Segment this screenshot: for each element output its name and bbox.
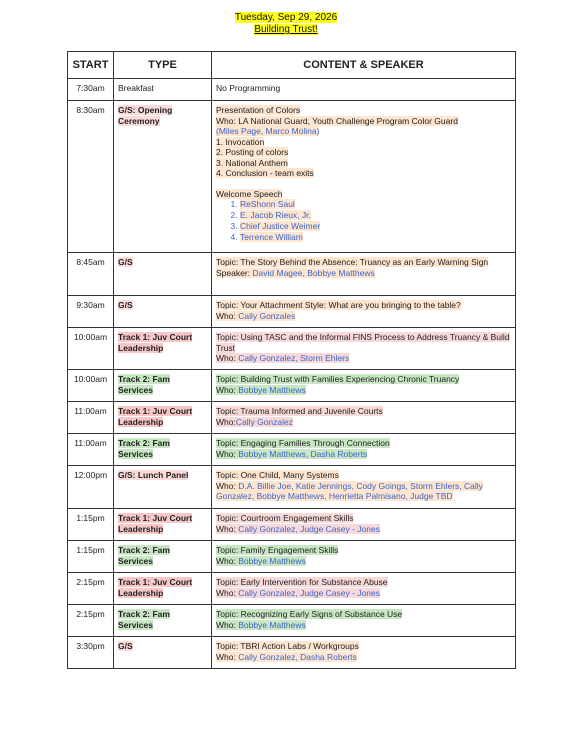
table-header-row: [68, 52, 516, 79]
who-label: Speaker:: [216, 267, 253, 278]
session-type: [114, 434, 212, 466]
session-type-label: G/S: Opening Ceremony: [118, 105, 173, 126]
table-row: [68, 328, 516, 370]
session-type-label: Track 1: Juv Court Leadership: [118, 332, 193, 353]
session-speakers: Cally Gonzalez, Judge Casey - Jones: [238, 587, 380, 598]
ceremony-step: 1. Invocation: [216, 136, 265, 147]
session-type-label: Track 1: Juv Court Leadership: [118, 577, 193, 598]
session-speakers: Cally Gonzalez, Storm Ehlers: [238, 353, 350, 363]
session-topic: Topic: Recognizing Early Signs of Substance Use: [216, 609, 403, 619]
table-row: [68, 509, 516, 541]
session-type: [114, 296, 212, 328]
event-date: Tuesday, Sep 29, 2026: [234, 12, 338, 23]
session-type-label: G/S: Lunch Panel: [118, 470, 189, 480]
ceremony-step: 4. Conclusion - team exits: [216, 168, 314, 178]
session-topic: Topic: The Story Behind the Absence: Truancy as an Early Warning Sign: [216, 257, 489, 267]
session-type-label: G/S: [118, 300, 133, 310]
start-time: 3:30pm: [68, 637, 114, 669]
start-time: 8:45am: [68, 253, 114, 296]
start-time: 10:00am: [68, 370, 114, 402]
session-speakers: Bobbye Matthews, Dasha Roberts: [238, 448, 368, 459]
session-type-label: Track 1: Juv Court Leadership: [118, 406, 193, 427]
table-row: [68, 79, 516, 101]
session-speakers: Cally Gonzalez: [235, 416, 294, 427]
session-type: Breakfast: [114, 79, 212, 101]
presentation-who: Who: LA National Guard, Youth Challenge Program Color Guard: [216, 115, 458, 126]
session-type-label: Track 2: Fam Services: [118, 609, 170, 630]
list-item: [240, 210, 511, 221]
start-time: 2:15pm: [68, 605, 114, 637]
welcome-speaker-list: [216, 199, 511, 243]
event-subtitle: Building Trust!: [254, 24, 318, 35]
who-label: Who:: [216, 651, 239, 662]
session-speakers: Bobbye Matthews: [238, 619, 306, 630]
who-label: Who:: [216, 587, 239, 598]
table-row: [68, 296, 516, 328]
session-type: [114, 509, 212, 541]
list-item: [240, 232, 511, 243]
who-label: Who:: [216, 555, 239, 566]
welcome-title: Welcome Speech: [216, 188, 283, 199]
welcome-speaker: Terrence William: [240, 232, 303, 242]
session-type: [114, 328, 212, 370]
column-header-content: CONTENT & SPEAKER: [212, 52, 516, 79]
session-content: [212, 370, 516, 402]
session-content: No Programming: [212, 79, 516, 101]
start-time: 7:30am: [68, 79, 114, 101]
session-type-label: G/S: [118, 641, 133, 651]
start-time: 10:00am: [68, 328, 114, 370]
who-label: Who:: [216, 310, 239, 321]
list-item: [240, 199, 511, 210]
session-type: [114, 370, 212, 402]
ceremony-step: 2. Posting of colors: [216, 147, 289, 157]
who-label: Who:: [216, 416, 236, 427]
session-content: [212, 637, 516, 669]
who-label: Who:: [216, 448, 239, 459]
who-label: Who:: [216, 523, 239, 534]
session-topic: Topic: Courtroom Engagement Skills: [216, 513, 354, 523]
session-topic: Topic: Building Trust with Families Experiencing Chronic Truancy: [216, 374, 460, 384]
session-type: [114, 253, 212, 296]
session-topic: Topic: Trauma Informed and Juvenile Courts: [216, 406, 383, 416]
column-header-type: TYPE: [114, 52, 212, 79]
session-speakers: Cally Gonzalez, Judge Casey - Jones: [238, 523, 380, 534]
session-type: [114, 466, 212, 509]
table-row: [68, 402, 516, 434]
session-speakers: Bobbye Matthews: [238, 384, 306, 395]
who-label: Who:: [216, 619, 239, 630]
session-type: [114, 101, 212, 253]
session-type: [114, 573, 212, 605]
session-topic: Topic: One Child, Many Systems: [216, 470, 339, 480]
table-row: [68, 573, 516, 605]
session-type: [114, 402, 212, 434]
start-time: 11:00am: [68, 402, 114, 434]
session-content: [212, 573, 516, 605]
session-topic: Topic: Engaging Families Through Connection: [216, 438, 390, 448]
column-header-start: START: [68, 52, 114, 79]
start-time: 8:30am: [68, 101, 114, 253]
session-speakers: Cally Gonzales: [238, 310, 296, 321]
start-time: 1:15pm: [68, 541, 114, 573]
session-content: [212, 296, 516, 328]
who-label: Who:: [216, 480, 239, 491]
table-row: [68, 434, 516, 466]
session-type-label: Track 1: Juv Court Leadership: [118, 513, 193, 534]
ceremony-step: 3. National Anthem: [216, 157, 288, 168]
start-time: 1:15pm: [68, 509, 114, 541]
session-content: [212, 541, 516, 573]
presentation-names: (Miles Page, Marco Molina): [216, 126, 320, 136]
session-type: [114, 637, 212, 669]
table-row: [68, 370, 516, 402]
session-content: [212, 328, 516, 370]
table-row: [68, 253, 516, 296]
document-header: [0, 12, 572, 36]
table-row: [68, 541, 516, 573]
start-time: 11:00am: [68, 434, 114, 466]
session-topic: Topic: Your Attachment Style: What are you bringing to the table?: [216, 300, 461, 310]
session-topic: Topic: Using TASC and the Informal FINS Process to Address Truancy & Build Trust: [216, 332, 510, 353]
table-row: [68, 605, 516, 637]
session-content: [212, 253, 516, 296]
session-content: [212, 466, 516, 509]
start-time: 2:15pm: [68, 573, 114, 605]
list-item: [240, 221, 511, 232]
session-content: [212, 605, 516, 637]
welcome-speaker: E. Jacob Rieux, Jr.: [240, 210, 311, 220]
table-row: [68, 101, 516, 253]
welcome-speaker: Chief Justice Weimer: [240, 221, 321, 231]
session-speakers: Bobbye Matthews: [238, 555, 306, 566]
who-label: Who:: [216, 384, 239, 395]
session-type-label: Track 2: Fam Services: [118, 545, 170, 566]
session-type: [114, 541, 212, 573]
session-type-label: Track 2: Fam Services: [118, 438, 170, 459]
session-content: [212, 402, 516, 434]
session-topic: Topic: Early Intervention for Substance Abuse: [216, 577, 388, 587]
session-speakers: David Magee, Bobbye Matthews: [252, 267, 375, 278]
session-type: [114, 605, 212, 637]
schedule-table: [67, 51, 516, 669]
presentation-title: Presentation of Colors: [216, 105, 301, 115]
table-row: [68, 466, 516, 509]
session-type-label: G/S: [118, 257, 133, 267]
start-time: 12:00pm: [68, 466, 114, 509]
session-content: [212, 509, 516, 541]
welcome-speaker: ReShonn Saul: [240, 199, 295, 209]
session-topic: Topic: TBRI Action Labs / Workgroups: [216, 641, 359, 651]
session-speakers: Cally Gonzalez, Dasha Roberts: [238, 651, 357, 662]
session-topic: Topic: Family Engagement Skills: [216, 545, 339, 555]
who-label: Who:: [216, 353, 239, 363]
session-content: [212, 101, 516, 253]
session-speakers: D.A. Billie Joe, Katie Jennings, Cody Goings, Storm Ehlers, Cally Gonzalez, Bobbye Matthews, Henrietta Palmisano, Judge TBD: [216, 480, 483, 501]
start-time: 9:30am: [68, 296, 114, 328]
session-type-label: Track 2: Fam Services: [118, 374, 170, 395]
session-content: [212, 434, 516, 466]
table-row: [68, 637, 516, 669]
